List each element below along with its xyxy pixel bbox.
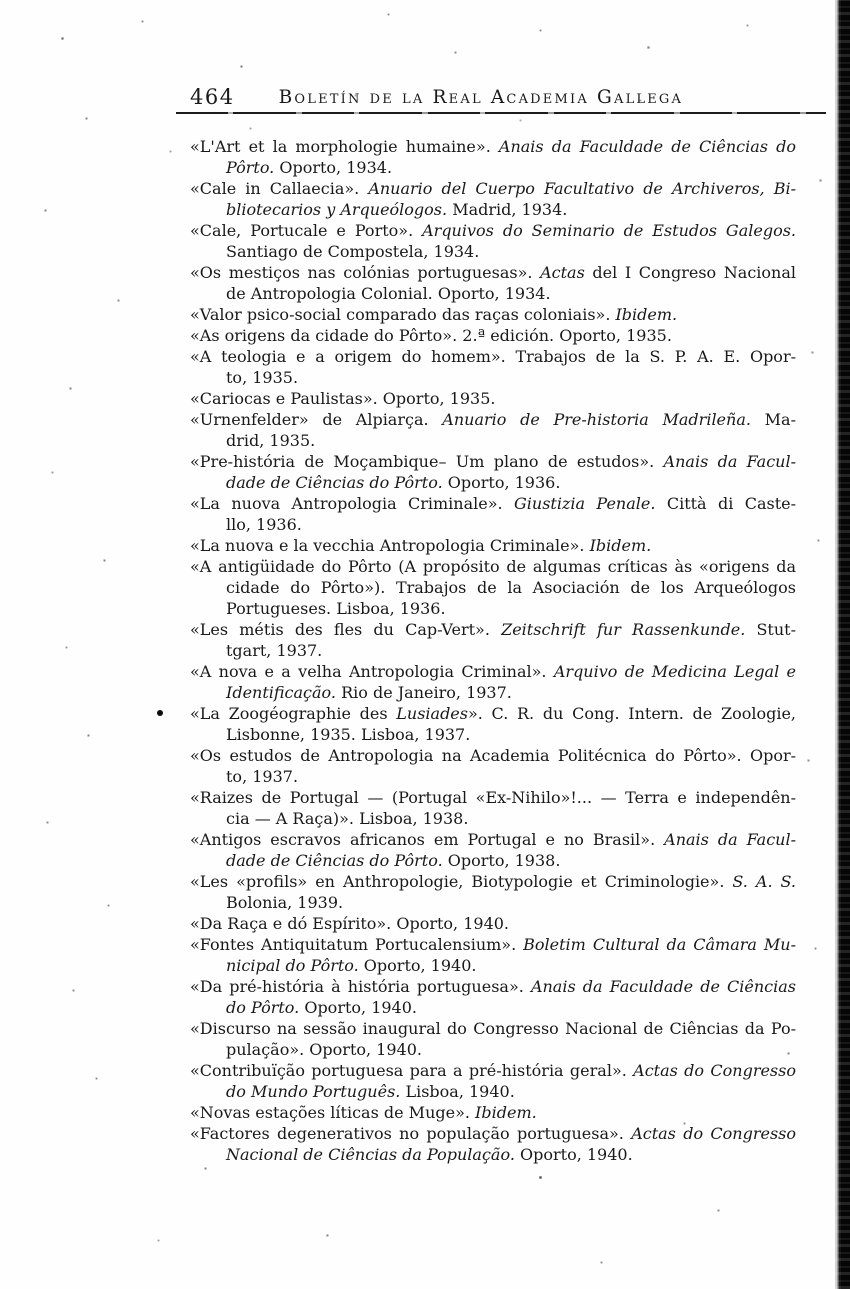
source-title-text: Ibidem.: [589, 536, 652, 555]
bibliography-entry: [190, 346, 796, 388]
source-title-text: Lusiades: [396, 704, 468, 723]
entry-line: [190, 955, 796, 976]
source-title-text: Anais da Facul-: [663, 452, 797, 471]
entry-text: «Da Raça e dó Espírito». Oporto, 1940.: [190, 914, 510, 933]
entry-text: «La nuova e la vecchia Antropologia Criminale».: [190, 536, 590, 555]
entry-line: [190, 409, 796, 430]
source-title-text: Anais da Facul-: [664, 830, 796, 849]
entry-line: [190, 1081, 796, 1102]
bibliography-entry: [190, 388, 796, 409]
entry-text: Portugueses. Lisboa, 1936.: [226, 599, 446, 618]
entry-line: [190, 640, 796, 661]
entry-text: ». C. R. du Cong. Intern. de Zoologie,: [467, 704, 797, 723]
bibliography-entry: [190, 325, 796, 346]
entry-text: Oporto, 1940.: [358, 956, 477, 975]
entry-text: drid, 1935.: [226, 431, 316, 450]
source-title-text: Zeitschrift fur Rassenkunde.: [501, 620, 746, 639]
entry-text: «As origens da cidade do Pôrto». 2.ª edición. Oporto, 1935.: [190, 326, 672, 345]
entry-text: pulação». Oporto, 1940.: [226, 1040, 422, 1059]
source-title-text: Anuario de Pre-historia Madrileña.: [442, 410, 751, 429]
entry-line: [190, 766, 796, 787]
entry-text: Oporto, 1934.: [274, 158, 393, 177]
bibliography-entry: [190, 556, 796, 619]
entry-text: «Discurso na sessão inaugural do Congresso Nacional de Ciências da Po-: [190, 1019, 796, 1038]
entry-line: [190, 934, 796, 955]
bibliography-entry: [190, 304, 796, 325]
entry-text: «Cale in Callaecia».: [190, 179, 369, 198]
bibliography-entry: [190, 703, 796, 745]
source-title-text: do Pôrto.: [226, 998, 300, 1017]
entry-text: «Da pré-história à história portuguesa».: [190, 977, 531, 996]
bibliography-entry: [190, 1060, 796, 1102]
journal-header-title: Boletín de la Real Academia Gallega: [278, 87, 684, 108]
bibliography-entry: [190, 451, 796, 493]
source-title-text: Actas do Congresso: [631, 1124, 797, 1143]
entry-line: [190, 913, 796, 934]
entry-text: to, 1935.: [226, 368, 299, 387]
entry-line: [190, 304, 796, 325]
entry-line: [190, 1123, 796, 1144]
bibliography-entry: [190, 409, 796, 451]
header-rule: [176, 112, 826, 114]
entry-text: cidade do Pôrto»). Trabajos de la Asociación de los Arqueólogos: [226, 578, 796, 597]
entry-text: Oporto, 1940.: [299, 998, 417, 1017]
entry-line: [190, 724, 796, 745]
entry-text: Madrid, 1934.: [447, 200, 568, 219]
entry-line: [190, 367, 796, 388]
entry-line: [190, 808, 796, 829]
entry-text: Rio de Janeiro, 1937.: [336, 683, 512, 702]
entry-line: [190, 577, 796, 598]
bullet-marker: [157, 710, 163, 716]
bibliography-entry: [190, 535, 796, 556]
source-title-text: Nacional de Ciências da População.: [226, 1145, 515, 1164]
entry-line: [190, 493, 796, 514]
entry-line: [190, 472, 796, 493]
entry-text: «Os mestiços nas colónias portuguesas».: [190, 263, 541, 282]
entry-line: [190, 346, 796, 367]
bibliography-entry: [190, 493, 796, 535]
source-title-text: Arquivos do Seminario de Estudos Galegos.: [422, 221, 796, 240]
source-title-text: S. A. S.: [732, 872, 797, 891]
source-title-text: nicipal do Pôrto.: [226, 956, 359, 975]
source-title-text: Identificação.: [226, 683, 336, 702]
bibliography-entry: [190, 661, 796, 703]
bibliography-entry: [190, 619, 796, 661]
bibliography-entry: [190, 745, 796, 787]
entry-text: «Raizes de Portugal — (Portugal «Ex-Nihilo»!... — Terra e independên-: [190, 788, 796, 807]
entry-text: «Fontes Antiquitatum Portucalensium».: [190, 935, 524, 954]
source-title-text: Actas do Congresso: [633, 1061, 796, 1080]
entry-line: [190, 892, 796, 913]
entry-line: [190, 871, 796, 892]
entry-line: [190, 598, 796, 619]
entry-text: «Les métis des fles du Cap-Vert».: [190, 620, 502, 639]
bibliography-entry: [190, 178, 796, 220]
entry-line: [190, 535, 796, 556]
entry-line: [190, 976, 796, 997]
bibliography-entry: [190, 829, 796, 871]
scan-noise-speckles: [0, 0, 1, 1]
entry-text: «Cale, Portucale e Porto».: [190, 221, 423, 240]
entry-text: de Antropologia Colonial. Oporto, 1934.: [226, 284, 551, 303]
source-title-text: Pôrto.: [226, 158, 275, 177]
source-title-text: Ibidem.: [475, 1103, 537, 1122]
entry-line: [190, 997, 796, 1018]
entry-text: «Factores degenerativos no população portuguesa».: [190, 1124, 632, 1143]
entry-text: Oporto, 1936.: [442, 473, 561, 492]
entry-line: [190, 283, 796, 304]
entry-line: [190, 703, 796, 724]
entry-line: [190, 325, 796, 346]
entry-line: [190, 661, 796, 682]
source-title-text: dade de Ciências do Pôrto.: [226, 473, 443, 492]
page-number: 464: [190, 85, 235, 109]
entry-line: [190, 619, 796, 640]
entry-line: [190, 1102, 796, 1123]
entry-text: Lisboa, 1940.: [400, 1082, 515, 1101]
entry-text: «Antigos escravos africanos em Portugal e no Brasil».: [190, 830, 665, 849]
entry-text: del I Congreso Nacional: [584, 263, 796, 282]
entry-line: [190, 556, 796, 577]
source-title-text: Actas: [540, 263, 585, 282]
bibliography-entry: [190, 262, 796, 304]
bibliography-entry: [190, 220, 796, 262]
bibliography-entry: [190, 787, 796, 829]
bibliography-list: [190, 136, 796, 1165]
source-title-text: Boletim Cultural da Câmara Mu-: [523, 935, 796, 954]
source-title-text: bliotecarios y Arqueólogos.: [226, 200, 448, 219]
entry-text: «Contribuïção portuguesa para a pré-história geral».: [190, 1061, 634, 1080]
source-title-text: dade de Ciências do Pôrto.: [226, 851, 443, 870]
source-title-text: Anuario del Cuerpo Facultativo de Archiveros, Bi-: [368, 179, 796, 198]
entry-text: Santiago de Compostela, 1934.: [226, 242, 480, 261]
entry-text: Bolonia, 1939.: [226, 893, 344, 912]
entry-text: «L'Art et la morphologie humaine».: [190, 137, 499, 156]
bibliography-entry: [190, 871, 796, 913]
entry-line: [190, 1039, 796, 1060]
entry-text: Oporto, 1940.: [514, 1145, 633, 1164]
bibliography-entry: [190, 934, 796, 976]
entry-text: «Os estudos de Antropologia na Academia Politécnica do Pôrto». Opor-: [190, 746, 796, 765]
entry-text: «Novas estações líticas de Muge».: [190, 1103, 476, 1122]
entry-text: «Cariocas e Paulistas». Oporto, 1935.: [190, 389, 496, 408]
entry-text: «A teologia e a origem do homem». Trabajos de la S. P. A. E. Opor-: [190, 347, 796, 366]
entry-text: «Valor psico-social comparado das raças coloniais».: [190, 305, 616, 324]
entry-line: [190, 1060, 796, 1081]
entry-text: to, 1937.: [226, 767, 299, 786]
entry-text: «Pre-história de Moçambique– Um plano de estudos».: [190, 452, 664, 471]
entry-text: «A nova e a velha Antropologia Criminal».: [190, 662, 554, 681]
entry-line: [190, 682, 796, 703]
source-title-text: Arquivo de Medicina Legal e: [553, 662, 797, 681]
running-header: [190, 84, 796, 110]
source-title-text: Ibidem.: [615, 305, 678, 324]
entry-line: [190, 451, 796, 472]
entry-line: [190, 787, 796, 808]
entry-line: [190, 829, 796, 850]
bibliography-entry: [190, 913, 796, 934]
entry-line: [190, 850, 796, 871]
entry-text: Stut-: [745, 620, 796, 639]
entry-text: «La Zoogéographie des: [190, 704, 397, 723]
source-title-text: do Mundo Português.: [226, 1082, 401, 1101]
entry-text: «Les «profils» en Anthropologie, Biotypologie et Criminologie».: [190, 872, 733, 891]
bibliography-entry: [190, 976, 796, 1018]
source-title-text: Anais da Faculdade de Ciências: [530, 977, 797, 996]
entry-text: tgart, 1937.: [226, 641, 323, 660]
entry-line: [190, 220, 796, 241]
entry-text: «Urnenfelder» de Alpiarça.: [190, 410, 443, 429]
entry-text: Ma-: [750, 410, 797, 429]
entry-text: llo, 1936.: [226, 515, 302, 534]
entry-line: [190, 157, 796, 178]
bibliography-entry: [190, 1123, 796, 1165]
source-title-text: Anais da Faculdade de Ciências do: [498, 137, 796, 156]
bibliography-entry: [190, 136, 796, 178]
entry-line: [190, 199, 796, 220]
entry-line: [190, 136, 796, 157]
entry-text: Città di Caste-: [655, 494, 797, 513]
entry-text: Lisbonne, 1935. Lisboa, 1937.: [226, 725, 471, 744]
entry-line: [190, 262, 796, 283]
entry-line: [190, 178, 796, 199]
entry-line: [190, 514, 796, 535]
entry-line: [190, 1018, 796, 1039]
entry-line: [190, 241, 796, 262]
entry-text: «A antigüidade do Pôrto (A propósito de algumas críticas às «origens da: [190, 557, 796, 576]
bibliography-entry: [190, 1018, 796, 1060]
entry-line: [190, 1144, 796, 1165]
bibliography-entry: [190, 1102, 796, 1123]
entry-text: «La nuova Antropologia Criminale».: [190, 494, 514, 513]
scan-edge-artifact: [835, 0, 850, 1289]
entry-line: [190, 745, 796, 766]
entry-line: [190, 430, 796, 451]
entry-line: [190, 388, 796, 409]
source-title-text: Giustizia Penale.: [513, 494, 656, 513]
entry-text: Oporto, 1938.: [442, 851, 561, 870]
entry-text: cia — A Raça)». Lisboa, 1938.: [226, 809, 469, 828]
